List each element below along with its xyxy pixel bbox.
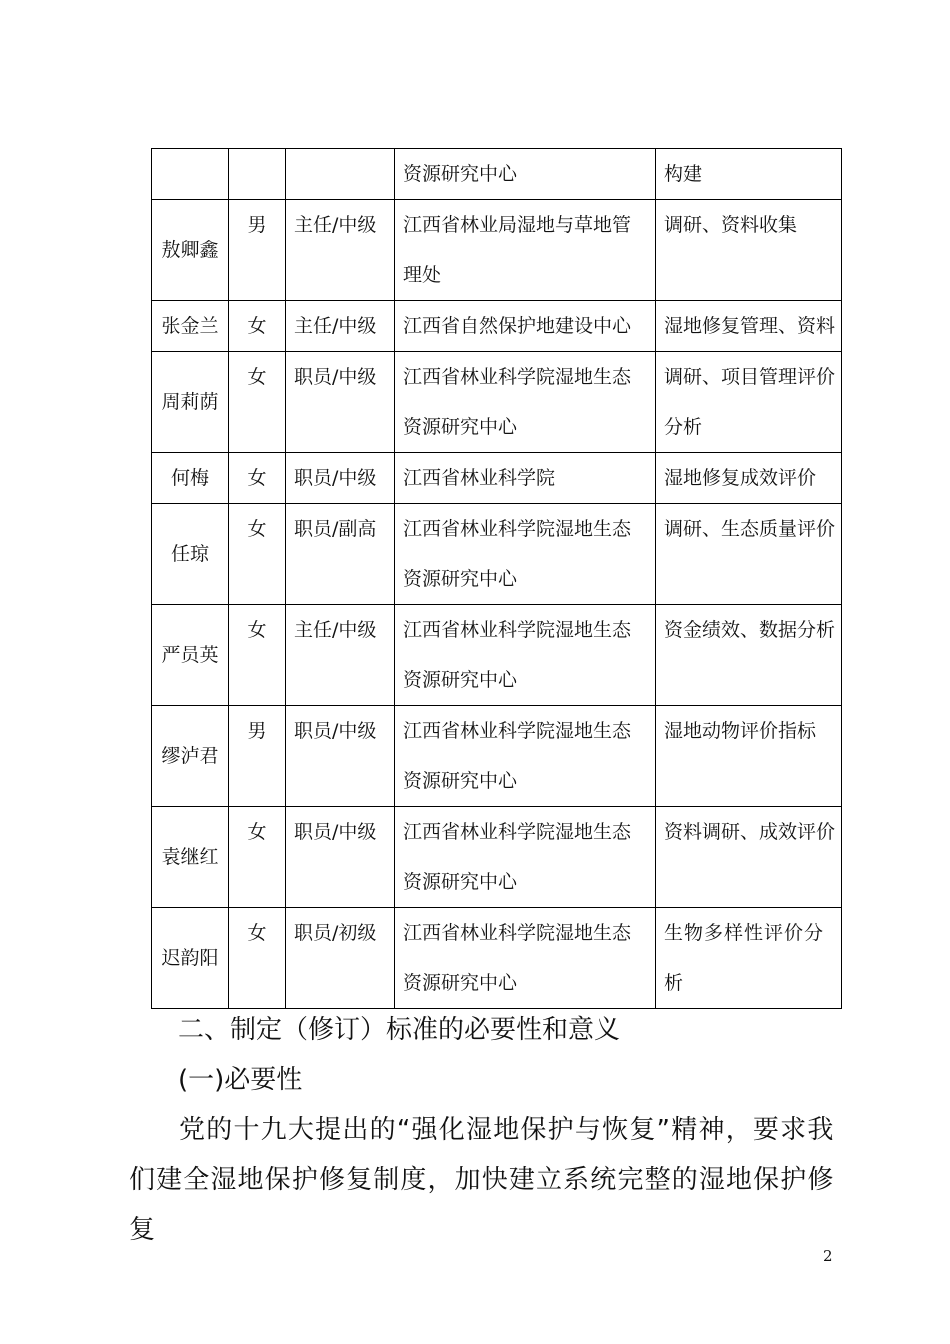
title-cell: 职员/中级 — [286, 453, 395, 504]
unit-cell: 资源研究中心 — [395, 149, 656, 200]
title-cell: 职员/中级 — [286, 807, 395, 908]
table-row — [152, 706, 842, 807]
task-cell: 资金绩效、数据分析 — [656, 605, 842, 706]
title-cell: 职员/初级 — [286, 908, 395, 1009]
title-cell: 主任/中级 — [286, 301, 395, 352]
name-cell: 袁继红 — [152, 807, 229, 908]
title-cell: 主任/中级 — [286, 200, 395, 301]
section-heading: 二、制定（修订）标准的必要性和意义 — [178, 1015, 621, 1045]
table-row — [152, 605, 842, 706]
task-cell: 调研、资料收集 — [656, 200, 842, 301]
staff-table — [151, 148, 842, 1009]
task-cell: 调研、项目管理评价 分析 — [656, 352, 842, 453]
task-cell: 资料调研、成效评价 — [656, 807, 842, 908]
unit-cell: 江西省林业科学院湿地生态 资源研究中心 — [395, 504, 656, 605]
task-cell: 湿地动物评价指标 — [656, 706, 842, 807]
table-row — [152, 807, 842, 908]
unit-cell: 江西省林业科学院 — [395, 453, 656, 504]
unit-cell: 江西省林业科学院湿地生态 资源研究中心 — [395, 352, 656, 453]
gender-cell: 女 — [229, 908, 286, 1009]
gender-cell: 女 — [229, 352, 286, 453]
task-cell: 构建 — [656, 149, 842, 200]
table-row — [152, 301, 842, 352]
gender-cell: 男 — [229, 706, 286, 807]
name-cell: 何梅 — [152, 453, 229, 504]
task-cell: 生物多样性评价分 析 — [656, 908, 842, 1009]
name-cell: 迟韵阳 — [152, 908, 229, 1009]
title-cell: 职员/中级 — [286, 352, 395, 453]
unit-cell: 江西省林业局湿地与草地管 理处 — [395, 200, 656, 301]
gender-cell: 女 — [229, 453, 286, 504]
subsection-heading: (一)必要性 — [178, 1065, 303, 1095]
gender-cell — [229, 149, 286, 200]
unit-cell: 江西省林业科学院湿地生态 资源研究中心 — [395, 807, 656, 908]
name-cell: 敖卿鑫 — [152, 200, 229, 301]
title-cell: 职员/副高 — [286, 504, 395, 605]
unit-cell: 江西省林业科学院湿地生态 资源研究中心 — [395, 605, 656, 706]
gender-cell: 女 — [229, 807, 286, 908]
table-row — [152, 908, 842, 1009]
unit-cell: 江西省林业科学院湿地生态 资源研究中心 — [395, 908, 656, 1009]
task-cell: 湿地修复管理、资料 — [656, 301, 842, 352]
title-cell: 职员/中级 — [286, 706, 395, 807]
name-cell: 张金兰 — [152, 301, 229, 352]
unit-cell: 江西省自然保护地建设中心 — [395, 301, 656, 352]
unit-cell: 江西省林业科学院湿地生态 资源研究中心 — [395, 706, 656, 807]
table-row — [152, 352, 842, 453]
name-cell: 周莉荫 — [152, 352, 229, 453]
task-cell: 湿地修复成效评价 — [656, 453, 842, 504]
title-cell: 主任/中级 — [286, 605, 395, 706]
table-row — [152, 149, 842, 200]
table-row — [152, 200, 842, 301]
name-cell: 严员英 — [152, 605, 229, 706]
gender-cell: 女 — [229, 605, 286, 706]
page-number: 2 — [823, 1247, 833, 1265]
title-cell — [286, 149, 395, 200]
table-row — [152, 504, 842, 605]
gender-cell: 女 — [229, 301, 286, 352]
table-row — [152, 453, 842, 504]
name-cell: 任琼 — [152, 504, 229, 605]
name-cell: 缪泸君 — [152, 706, 229, 807]
name-cell — [152, 149, 229, 200]
body-paragraph: 党的十九大提出的“强化湿地保护与恢复”精神，要求我们建全湿地保护修复制度，加快建立系统完整的湿地保护修复 — [129, 1115, 834, 1245]
task-cell: 调研、生态质量评价 — [656, 504, 842, 605]
gender-cell: 女 — [229, 504, 286, 605]
gender-cell: 男 — [229, 200, 286, 301]
